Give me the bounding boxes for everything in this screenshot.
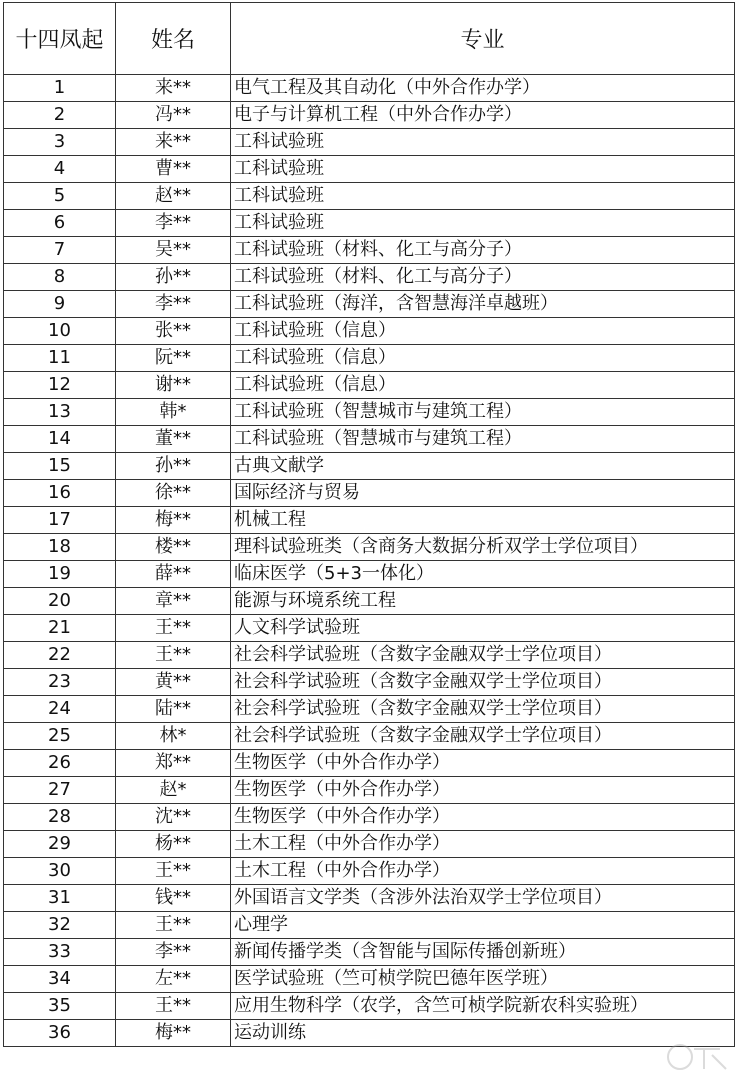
row-major: 医学试验班（竺可桢学院巴德年医学班） xyxy=(231,966,735,993)
row-major: 机械工程 xyxy=(231,507,735,534)
table-row xyxy=(4,588,735,615)
row-index: 1 xyxy=(4,75,116,102)
row-index: 25 xyxy=(4,723,116,750)
row-name: 左** xyxy=(116,966,231,993)
row-major: 社会科学试验班（含数字金融双学士学位项目） xyxy=(231,642,735,669)
table-row xyxy=(4,696,735,723)
row-index: 14 xyxy=(4,426,116,453)
row-index: 2 xyxy=(4,102,116,129)
row-major: 应用生物科学（农学，含竺可桢学院新农科实验班） xyxy=(231,993,735,1020)
row-name: 来** xyxy=(116,129,231,156)
table-row xyxy=(4,399,735,426)
row-name: 董** xyxy=(116,426,231,453)
row-index: 27 xyxy=(4,777,116,804)
table-row xyxy=(4,669,735,696)
row-index: 29 xyxy=(4,831,116,858)
row-name: 杨** xyxy=(116,831,231,858)
table-row xyxy=(4,723,735,750)
table-row xyxy=(4,1020,735,1047)
row-index: 16 xyxy=(4,480,116,507)
row-major: 工科试验班（海洋，含智慧海洋卓越班） xyxy=(231,291,735,318)
table-row xyxy=(4,507,735,534)
row-index: 9 xyxy=(4,291,116,318)
row-index: 11 xyxy=(4,345,116,372)
row-major: 土木工程（中外合作办学） xyxy=(231,831,735,858)
row-name: 赵* xyxy=(116,777,231,804)
row-name: 张** xyxy=(116,318,231,345)
row-major: 运动训练 xyxy=(231,1020,735,1047)
row-index: 15 xyxy=(4,453,116,480)
row-major: 工科试验班（信息） xyxy=(231,318,735,345)
row-index: 3 xyxy=(4,129,116,156)
row-name: 王** xyxy=(116,993,231,1020)
table-body xyxy=(4,75,735,1047)
row-index: 4 xyxy=(4,156,116,183)
row-index: 30 xyxy=(4,858,116,885)
table-row xyxy=(4,453,735,480)
table-row xyxy=(4,156,735,183)
row-index: 5 xyxy=(4,183,116,210)
row-major: 新闻传播学类（含智能与国际传播创新班） xyxy=(231,939,735,966)
row-index: 17 xyxy=(4,507,116,534)
row-index: 19 xyxy=(4,561,116,588)
row-name: 李** xyxy=(116,939,231,966)
table-row xyxy=(4,885,735,912)
row-major: 工科试验班（智慧城市与建筑工程） xyxy=(231,399,735,426)
row-major: 土木工程（中外合作办学） xyxy=(231,858,735,885)
row-name: 陆** xyxy=(116,696,231,723)
row-major: 心理学 xyxy=(231,912,735,939)
row-index: 33 xyxy=(4,939,116,966)
row-major: 电子与计算机工程（中外合作办学） xyxy=(231,102,735,129)
header-index: 十四凤起 xyxy=(4,3,116,75)
row-name: 梅** xyxy=(116,507,231,534)
row-major: 临床医学（5+3一体化） xyxy=(231,561,735,588)
row-name: 王** xyxy=(116,615,231,642)
row-name: 王** xyxy=(116,642,231,669)
row-major: 能源与环境系统工程 xyxy=(231,588,735,615)
row-name: 沈** xyxy=(116,804,231,831)
table-row xyxy=(4,102,735,129)
table-row xyxy=(4,318,735,345)
table-row xyxy=(4,210,735,237)
row-index: 7 xyxy=(4,237,116,264)
row-name: 章** xyxy=(116,588,231,615)
row-name: 吴** xyxy=(116,237,231,264)
row-name: 王** xyxy=(116,912,231,939)
table-row xyxy=(4,534,735,561)
row-index: 28 xyxy=(4,804,116,831)
table-row xyxy=(4,372,735,399)
table-row xyxy=(4,615,735,642)
row-index: 34 xyxy=(4,966,116,993)
student-list-table xyxy=(3,2,735,1047)
table-row xyxy=(4,561,735,588)
row-index: 35 xyxy=(4,993,116,1020)
table-row xyxy=(4,804,735,831)
table-row xyxy=(4,831,735,858)
table-row xyxy=(4,777,735,804)
row-name: 钱** xyxy=(116,885,231,912)
row-name: 薛** xyxy=(116,561,231,588)
row-major: 人文科学试验班 xyxy=(231,615,735,642)
row-index: 8 xyxy=(4,264,116,291)
row-major: 生物医学（中外合作办学） xyxy=(231,750,735,777)
row-name: 李** xyxy=(116,210,231,237)
table-row xyxy=(4,426,735,453)
row-index: 24 xyxy=(4,696,116,723)
row-major: 社会科学试验班（含数字金融双学士学位项目） xyxy=(231,696,735,723)
row-major: 工科试验班（信息） xyxy=(231,345,735,372)
table-row xyxy=(4,642,735,669)
table-row xyxy=(4,858,735,885)
table-row xyxy=(4,993,735,1020)
table-row xyxy=(4,966,735,993)
header-name: 姓名 xyxy=(116,3,231,75)
row-name: 林* xyxy=(116,723,231,750)
row-name: 曹** xyxy=(116,156,231,183)
row-index: 22 xyxy=(4,642,116,669)
row-major: 外国语言文学类（含涉外法治双学士学位项目） xyxy=(231,885,735,912)
row-major: 国际经济与贸易 xyxy=(231,480,735,507)
table-row xyxy=(4,912,735,939)
header-row xyxy=(4,3,735,75)
row-name: 孙** xyxy=(116,453,231,480)
row-major: 工科试验班 xyxy=(231,183,735,210)
table-row xyxy=(4,750,735,777)
table-row xyxy=(4,264,735,291)
row-name: 楼** xyxy=(116,534,231,561)
row-major: 工科试验班（信息） xyxy=(231,372,735,399)
table-row xyxy=(4,75,735,102)
row-index: 13 xyxy=(4,399,116,426)
row-index: 20 xyxy=(4,588,116,615)
row-name: 梅** xyxy=(116,1020,231,1047)
row-major: 古典文献学 xyxy=(231,453,735,480)
row-index: 18 xyxy=(4,534,116,561)
row-major: 社会科学试验班（含数字金融双学士学位项目） xyxy=(231,669,735,696)
row-index: 12 xyxy=(4,372,116,399)
row-name: 来** xyxy=(116,75,231,102)
row-name: 韩* xyxy=(116,399,231,426)
row-index: 32 xyxy=(4,912,116,939)
row-name: 孙** xyxy=(116,264,231,291)
table-row xyxy=(4,183,735,210)
table-row xyxy=(4,291,735,318)
table-row xyxy=(4,480,735,507)
row-major: 理科试验班类（含商务大数据分析双学士学位项目） xyxy=(231,534,735,561)
row-index: 10 xyxy=(4,318,116,345)
row-major: 电气工程及其自动化（中外合作办学） xyxy=(231,75,735,102)
table-row xyxy=(4,939,735,966)
row-major: 生物医学（中外合作办学） xyxy=(231,777,735,804)
row-name: 黄** xyxy=(116,669,231,696)
row-major: 工科试验班（智慧城市与建筑工程） xyxy=(231,426,735,453)
row-index: 6 xyxy=(4,210,116,237)
row-name: 阮** xyxy=(116,345,231,372)
row-index: 31 xyxy=(4,885,116,912)
row-major: 工科试验班（材料、化工与高分子） xyxy=(231,237,735,264)
header-major: 专业 xyxy=(231,3,735,75)
row-name: 王** xyxy=(116,858,231,885)
table-row xyxy=(4,345,735,372)
row-index: 23 xyxy=(4,669,116,696)
table-row xyxy=(4,129,735,156)
row-index: 36 xyxy=(4,1020,116,1047)
row-major: 工科试验班（材料、化工与高分子） xyxy=(231,264,735,291)
row-name: 赵** xyxy=(116,183,231,210)
row-major: 生物医学（中外合作办学） xyxy=(231,804,735,831)
row-major: 工科试验班 xyxy=(231,156,735,183)
row-name: 冯** xyxy=(116,102,231,129)
row-name: 谢** xyxy=(116,372,231,399)
row-major: 社会科学试验班（含数字金融双学士学位项目） xyxy=(231,723,735,750)
row-major: 工科试验班 xyxy=(231,129,735,156)
row-index: 26 xyxy=(4,750,116,777)
table-row xyxy=(4,237,735,264)
row-index: 21 xyxy=(4,615,116,642)
row-name: 李** xyxy=(116,291,231,318)
row-major: 工科试验班 xyxy=(231,210,735,237)
row-name: 郑** xyxy=(116,750,231,777)
row-name: 徐** xyxy=(116,480,231,507)
